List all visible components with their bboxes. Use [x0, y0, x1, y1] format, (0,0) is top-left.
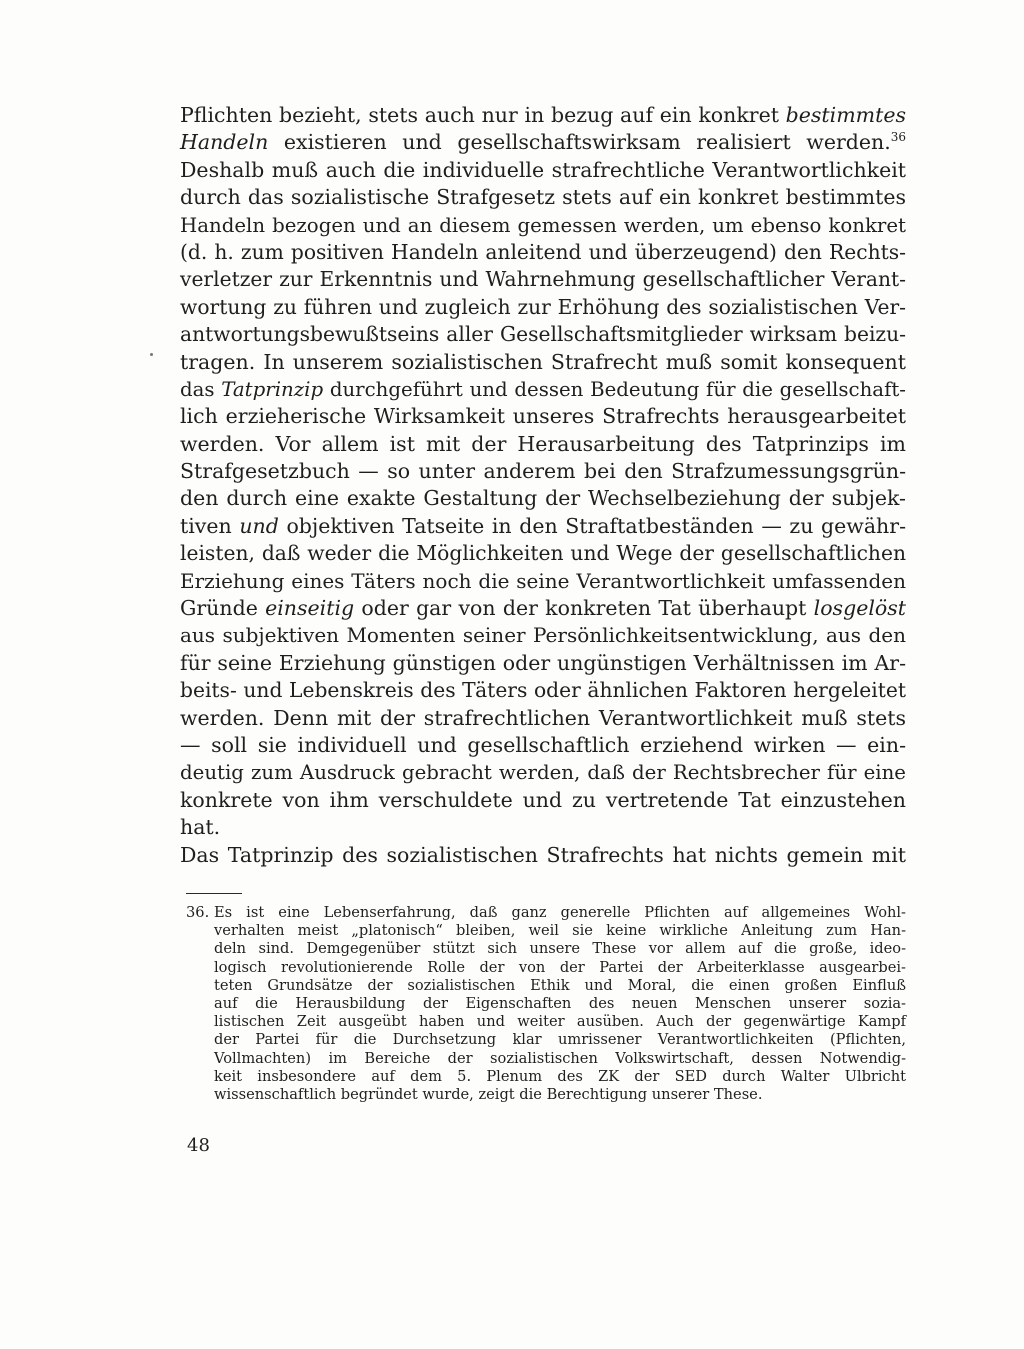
- text-line: tiven und objektiven Tatseite in den Straftatbeständen — zu gewähr-: [180, 513, 906, 538]
- text-line: Gründe einseitig oder gar von der konkreten Tat überhaupt losgelöst: [180, 596, 906, 621]
- emphasis: bestimmtes: [785, 103, 906, 127]
- text-line: beits- und Lebenskreis des Täters oder ähnlichen Faktoren hergeleitet: [180, 678, 906, 703]
- text-line: — soll sie individuell und gesellschaftlich erziehend wirken — ein-: [180, 732, 906, 757]
- footnote: [186, 904, 906, 1104]
- footnote-number: 36.: [186, 904, 210, 921]
- footnote-line: teten Grundsätze der sozialistischen Ethik und Moral, die einen großen Einfluß: [214, 976, 906, 994]
- text-line: Erziehung eines Täters noch die seine Verantwortlichkeit umfassenden: [180, 568, 906, 593]
- text-line: Deshalb muß auch die individuelle strafrechtliche Verantwortlichkeit: [180, 157, 906, 182]
- footnote-line: 36. Es ist eine Lebenserfahrung, daß ganz generelle Pflichten auf allgemeines Wohl-: [186, 904, 906, 921]
- footnote-line: logisch revolutionierende Rolle der von der Partei der Arbeiterklasse ausgearbei-: [214, 958, 906, 976]
- footnote-reference: 36: [890, 130, 906, 145]
- emphasis: Tatprinzip: [221, 377, 324, 401]
- text-line: für seine Erziehung günstigen oder ungünstigen Verhältnissen im Ar-: [180, 650, 906, 675]
- text-line: werden. Vor allem ist mit der Herausarbeitung des Tatprinzips im: [180, 431, 906, 456]
- text-line: verletzer zur Erkenntnis und Wahrnehmung gesellschaftlicher Verant-: [180, 267, 906, 292]
- text-line: werden. Denn mit der strafrechtlichen Verantwortlichkeit muß stets: [180, 705, 906, 730]
- emphasis: einseitig: [265, 596, 355, 621]
- text-line: antwortungsbewußtseins aller Gesellschaftsmitglieder wirksam beizu-: [180, 322, 906, 347]
- margin-mark: [150, 353, 153, 356]
- text-line: Das Tatprinzip des sozialistischen Strafrechts hat nichts gemein mit: [180, 842, 906, 867]
- text-line: tragen. In unserem sozialistischen Strafrecht muß somit konsequent: [180, 349, 906, 374]
- text-line: das Tatprinzip durchgeführt und dessen Bedeutung für die gesellschaft-: [180, 377, 906, 401]
- text-line: Handeln bezogen und an diesem gemessen werden, um ebenso konkret: [180, 213, 906, 237]
- footnote-separator: [186, 893, 242, 894]
- footnote-line: deln sind. Demgegenüber stützt sich unsere These vor allem auf die große, ideo-: [214, 940, 906, 958]
- footnote-line: Vollmachten) im Bereiche der sozialistischen Volkswirtschaft, dessen Notwendig-: [214, 1049, 906, 1067]
- body-text: [180, 102, 906, 869]
- text-line: deutig zum Ausdruck gebracht werden, daß der Rechtsbrecher für eine: [180, 761, 906, 785]
- text-line: Handeln existieren und gesellschaftswirksam realisiert werden.$^{36}$: [180, 130, 906, 155]
- text-line: konkrete von ihm verschuldete und zu vertretende Tat einzustehen: [180, 787, 906, 812]
- text-line: aus subjektiven Momenten seiner Persönlichkeitsentwicklung, aus den: [180, 623, 906, 648]
- emphasis: Handeln: [180, 130, 269, 155]
- footnote-line: der Partei für die Durchsetzung klar umrissener Verantwortlichkeiten (Pflichten,: [214, 1031, 906, 1049]
- text-line: lich erzieherische Wirksamkeit unseres Strafrechts herausgearbeitet: [180, 404, 906, 429]
- emphasis: losgelöst: [813, 596, 906, 621]
- text-line: durch das sozialistische Strafgesetz stets auf ein konkret bestimmtes: [180, 185, 906, 210]
- text-line: wortung zu führen und zugleich zur Erhöhung des sozialistischen Ver-: [180, 294, 906, 319]
- footnote-line: wissenschaftlich begründet wurde, zeigt die Berechtigung unserer These.: [214, 1085, 763, 1103]
- text-line: Strafgesetzbuch — so unter anderem bei den Strafzumessungsgrün-: [180, 459, 906, 484]
- text-line: (d. h. zum positiven Handeln anleitend und überzeugend) den Rechts-: [180, 239, 906, 264]
- footnote-line: listischen Zeit ausgeübt haben und weiter ausüben. Auch der gegenwärtige Kampf: [214, 1013, 906, 1031]
- footnote-line: auf die Herausbildung der Eigenschaften des neuen Menschen unserer sozia-: [214, 994, 906, 1012]
- footnote-line: keit insbesondere auf dem 5. Plenum des ZK der SED durch Walter Ulbricht: [214, 1067, 906, 1085]
- footnote-line: verhalten meist „platonisch“ bleiben, weil sie keine wirkliche Anleitung zum Han-: [214, 922, 906, 940]
- text-line: leisten, daß weder die Möglichkeiten und Wege der gesellschaftlichen: [180, 541, 906, 566]
- text-line: hat.: [180, 815, 221, 840]
- text-line: den durch eine exakte Gestaltung der Wechselbeziehung der subjek-: [180, 486, 906, 511]
- page-number: 48: [187, 1135, 210, 1156]
- text-line: Pflichten bezieht, stets auch nur in bezug auf ein konkret bestimmtes: [180, 103, 906, 127]
- emphasis: und: [239, 513, 279, 538]
